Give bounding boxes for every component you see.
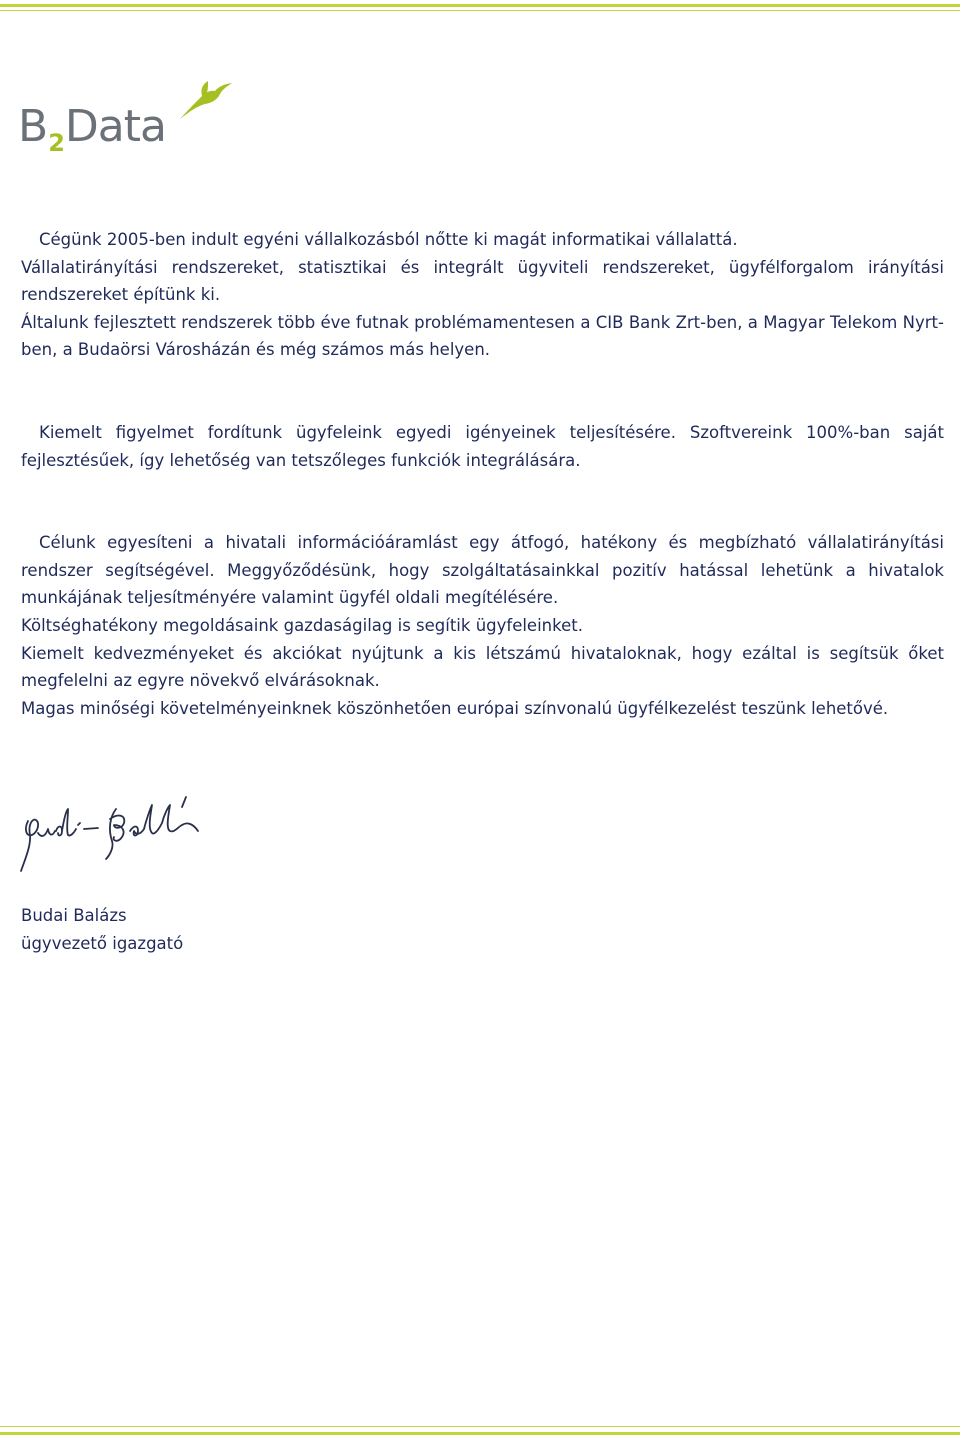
paragraph-intro: Cégünk 2005-ben indult egyéni vállalkozásból nőtte ki magát informatikai vállalattá.: [39, 230, 738, 249]
signer-block: [21, 902, 183, 957]
paragraph-systems: Vállalatirányítási rendszereket, statisztikai és integrált ügyviteli rendszereket, ügyfélforgalom irányítási rendszereket építünk ki.: [21, 257, 944, 305]
signer-name: Budai Balázs: [21, 906, 127, 925]
handwritten-signature: [18, 795, 203, 877]
paragraph-quality: Magas minőségi követelményeinknek köszönhetően európai színvonalú ügyfélkezelést teszünk lehetővé.: [21, 698, 889, 718]
letter-body: [21, 226, 944, 722]
hummingbird-icon: [178, 80, 234, 120]
paragraph-goal: Célunk egyesíteni a hivatali információáramlást egy átfogó, hatékony és megbízható vállalatirányítási rendszer segítségével. Meggyőződésünk, hogy szolgáltatásainkkal pozitív hatással lehetünk a hivatalok munkájának teljesítményére valamint ügyfél oldali megítélésére.: [21, 533, 944, 608]
paragraph-references: Általunk fejlesztett rendszerek több éve futnak problémamentesen a CIB Bank Zrt-ben, a Magyar Telekom Nyrt-ben, a Budaörsi Városházán és még számos más helyen.: [21, 312, 944, 360]
logo-word-data: Data: [64, 101, 166, 152]
bottom-border-thin: [0, 1426, 960, 1427]
signer-title: ügyvezető igazgató: [21, 933, 184, 953]
top-border-thick: [0, 4, 960, 7]
top-border-thin: [0, 10, 960, 11]
paragraph-custom-needs: Kiemelt figyelmet fordítunk ügyfeleink egyedi igényeinek teljesítésére. Szoftvereink 100%-ban saját fejlesztésűek, így lehetőség van tetszőleges funkciók integrálására.: [21, 422, 944, 470]
logo-digit-2: 2: [48, 129, 64, 157]
paragraph-discounts: Kiemelt kedvezményeket és akciókat nyújtunk a kis létszámú hivataloknak, hogy ezáltal is segítsük őket megfelelni az egyre növekvő elvárásoknak.: [21, 643, 944, 691]
b2data-logo: [18, 80, 233, 155]
logo-letter-b: B: [18, 101, 48, 152]
bottom-border-thick: [0, 1432, 960, 1435]
paragraph-cost-effective: Költséghatékony megoldásaink gazdaságilag is segítik ügyfeleinket.: [21, 615, 583, 635]
logo-wordmark: [18, 102, 166, 158]
